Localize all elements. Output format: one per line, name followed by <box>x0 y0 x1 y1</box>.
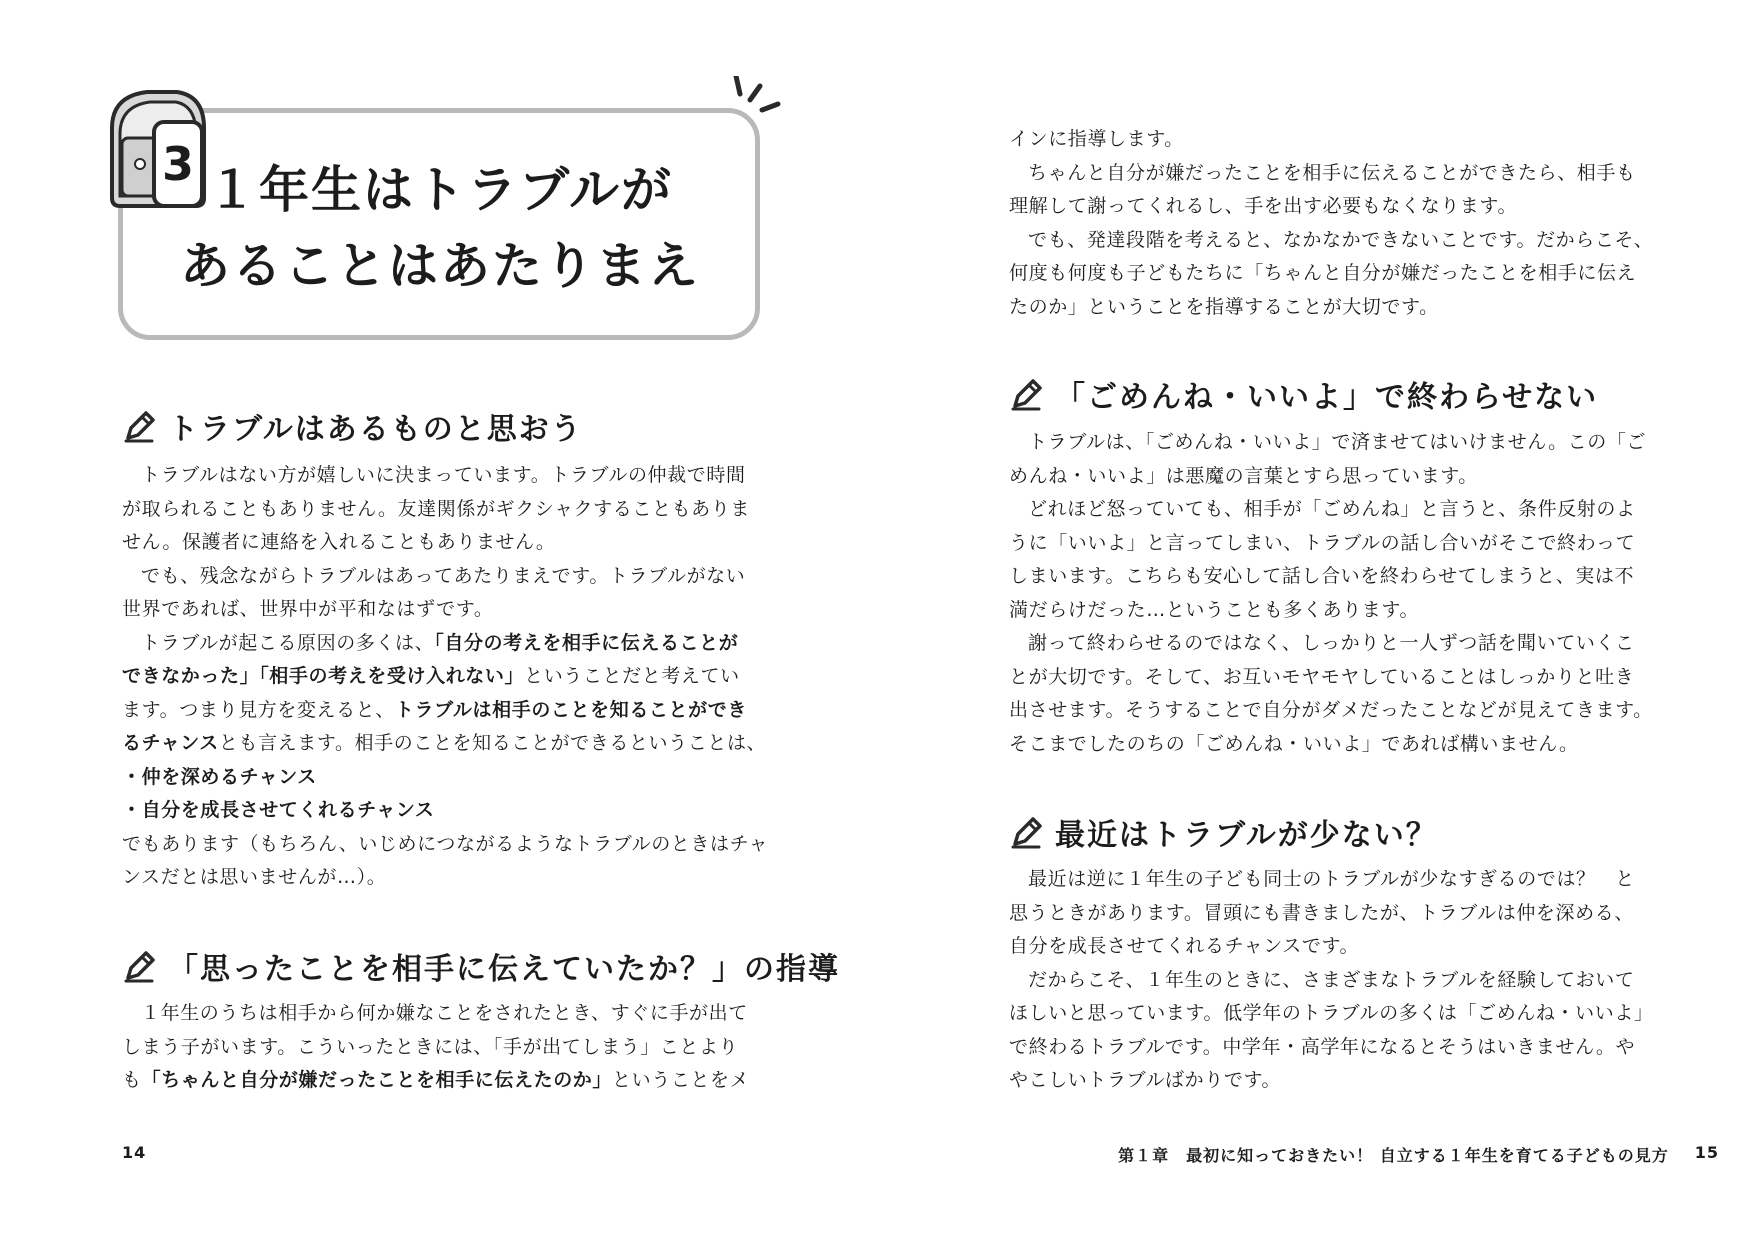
paragraph-line: 最近は逆に１年生の子ども同士のトラブルが少なすぎるのでは？ と <box>1028 868 1635 890</box>
intro-body <box>1009 123 1653 324</box>
section-heading-3-text: 「ごめんね・いいよ」で終わらせない <box>1055 380 1599 415</box>
paragraph-line: でも、残念ながらトラブルはあってあたりまえです。トラブルがない <box>141 564 746 587</box>
paragraph-line: でもあります（もちろん、いじめにつながるようなトラブルのときはチャ <box>122 832 769 855</box>
bullet-text: ・自分を成長させてくれるチャンス <box>122 799 435 821</box>
section-3-body <box>1009 426 1653 761</box>
pencil-icon <box>122 948 158 984</box>
pencil-icon <box>122 408 158 444</box>
emphasis-text: るチャンス <box>122 732 219 754</box>
bullet-text: ・仲を深めるチャンス <box>122 765 317 788</box>
pencil-icon <box>1009 814 1045 850</box>
text-segment: ということだと考えてい <box>524 665 740 687</box>
paragraph-line: やこしいトラブルばかりです。 <box>1009 1069 1282 1091</box>
paragraph-line: 理解して謝ってくれるし、手を出す必要もなくなります。 <box>1009 195 1518 217</box>
emphasis-text: 「自分の考えを相手に伝えることが <box>434 631 739 654</box>
chapter-title-line1: １年生はトラブルが <box>207 161 673 219</box>
paragraph-line <box>122 1064 749 1098</box>
left-page <box>0 0 877 1240</box>
text-segment: ます。つまり見方を変えると、 <box>122 698 395 721</box>
paragraph-line <box>122 627 768 661</box>
section-heading-3 <box>1009 372 1598 416</box>
paragraph-line: しまう子がいます。こういったときには、「手が出てしまう」ことより <box>122 1035 739 1058</box>
paragraph-line <box>122 660 768 694</box>
paragraph-line: たのか」ということを指導することが大切です。 <box>1009 295 1439 318</box>
paragraph-line: で終わるトラブルです。中学年・高学年になるとそうはいきません。や <box>1009 1035 1636 1058</box>
section-heading-4-text: 最近はトラブルが少ない？ <box>1055 818 1438 853</box>
paragraph-line: ほしいと思っています。低学年のトラブルの多くは「ごめんね・いいよ」 <box>1009 1002 1654 1024</box>
paragraph-line: 満だらけだった…ということも多くあります。 <box>1009 598 1420 621</box>
chapter-badge-number: 3 <box>161 137 195 191</box>
paragraph-line: インに指導します。 <box>1009 128 1184 150</box>
paragraph-line: １年生のうちは相手から何か嫌なことをされたとき、すぐに手が出て <box>141 1002 748 1024</box>
page-number-left: 14 <box>122 1143 147 1162</box>
text-segment: ということをメ <box>612 1069 750 1091</box>
paragraph-line: ちゃんと自分が嫌だったことを相手に伝えることができたら、相手も <box>1028 161 1636 184</box>
paragraph-line: 何度も何度も子どもたちに「ちゃんと自分が嫌だったことを相手に伝え <box>1009 262 1637 284</box>
paragraph-line: 思うときがあります。冒頭にも書きましたが、トラブルは仲を深める、 <box>1009 901 1634 924</box>
paragraph-line: どれほど怒っていても、相手が「ごめんね」と言うと、条件反射のよ <box>1028 498 1636 520</box>
paragraph-line: が取られることもありません。友達関係がギクシャクすることもありま <box>122 497 750 520</box>
running-footer <box>1118 1143 1719 1166</box>
text-segment: も <box>122 1069 142 1091</box>
section-heading-1-text: トラブルはあるものと思おう <box>168 412 583 447</box>
text-segment: とも言えます。相手のことを知ることができるということは、 <box>218 732 767 754</box>
paragraph-line: 自分を成長させてくれるチャンスです。 <box>1009 935 1360 957</box>
paragraph-line: 謝って終わらせるのではなく、しっかりと一人ずつ話を聞いていくこ <box>1028 632 1635 654</box>
section-heading-1 <box>122 404 583 448</box>
emphasis-lines-icon <box>728 76 788 136</box>
section-2-body <box>122 997 749 1098</box>
paragraph-line: ンスだとは思いませんが…）。 <box>122 866 387 888</box>
paragraph-line <box>122 694 768 728</box>
chapter-title <box>150 152 730 304</box>
paragraph-line: うに「いいよ」と言ってしまい、トラブルの話し合いがそこで終わって <box>1009 531 1636 554</box>
right-page <box>877 0 1755 1240</box>
section-heading-2-text: 「思ったことを相手に伝えていたか？」の指導 <box>168 952 840 987</box>
paragraph-line: でも、発達段階を考えると、なかなかできないことです。だからこそ、 <box>1028 228 1654 251</box>
paragraph-line: そこまでしたのちの「ごめんね・いいよ」であれば構いません。 <box>1009 732 1579 755</box>
paragraph-line: トラブルはない方が嬉しいに決まっています。トラブルの仲裁で時間 <box>141 464 746 486</box>
text-segment: トラブルが起こる原因の多くは、 <box>141 631 435 654</box>
page-number-right: 15 <box>1694 1143 1719 1162</box>
bullet-item <box>122 761 768 795</box>
paragraph-line: トラブルは、「ごめんね・いいよ」で済ませてはいけません。この「ご <box>1028 431 1647 453</box>
paragraph-line: 出させます。そうすることで自分がダメだったことなどが見えてきます。 <box>1009 699 1653 721</box>
paragraph-line: だからこそ、１年生のときに、さまざまなトラブルを経験しておいて <box>1028 968 1635 991</box>
paragraph-line: とが大切です。そして、お互いモヤモヤしていることはしっかりと吐き <box>1009 665 1635 688</box>
section-1-body <box>122 459 768 895</box>
chapter-footer-title: 第１章 最初に知っておきたい！ 自立する１年生を育てる子どもの見方 <box>1118 1146 1669 1165</box>
emphasis-text: 「ちゃんと自分が嫌だったことを相手に伝えたのか」 <box>141 1069 613 1091</box>
paragraph-line: しまいます。こちらも安心して話し合いを終わらせてしまうと、実は不 <box>1009 565 1635 587</box>
pencil-icon <box>1009 376 1045 412</box>
emphasis-text: できなかった」「相手の考えを受け入れない」 <box>122 665 525 687</box>
emphasis-text: トラブルは相手のことを知ることができ <box>394 698 747 721</box>
paragraph-line: 世界であれば、世界中が平和なはずです。 <box>122 598 494 620</box>
bullet-item <box>122 794 768 828</box>
paragraph-line: めんね・いいよ」は悪魔の言葉とすら思っています。 <box>1009 464 1478 487</box>
paragraph-line <box>122 727 768 761</box>
section-4-body <box>1009 863 1654 1098</box>
section-heading-2 <box>122 944 840 988</box>
paragraph-line: せん。保護者に連絡を入れることもありません。 <box>122 531 556 553</box>
section-heading-4 <box>1009 810 1438 854</box>
chapter-title-line2: あることはあたりまえ <box>180 237 700 295</box>
